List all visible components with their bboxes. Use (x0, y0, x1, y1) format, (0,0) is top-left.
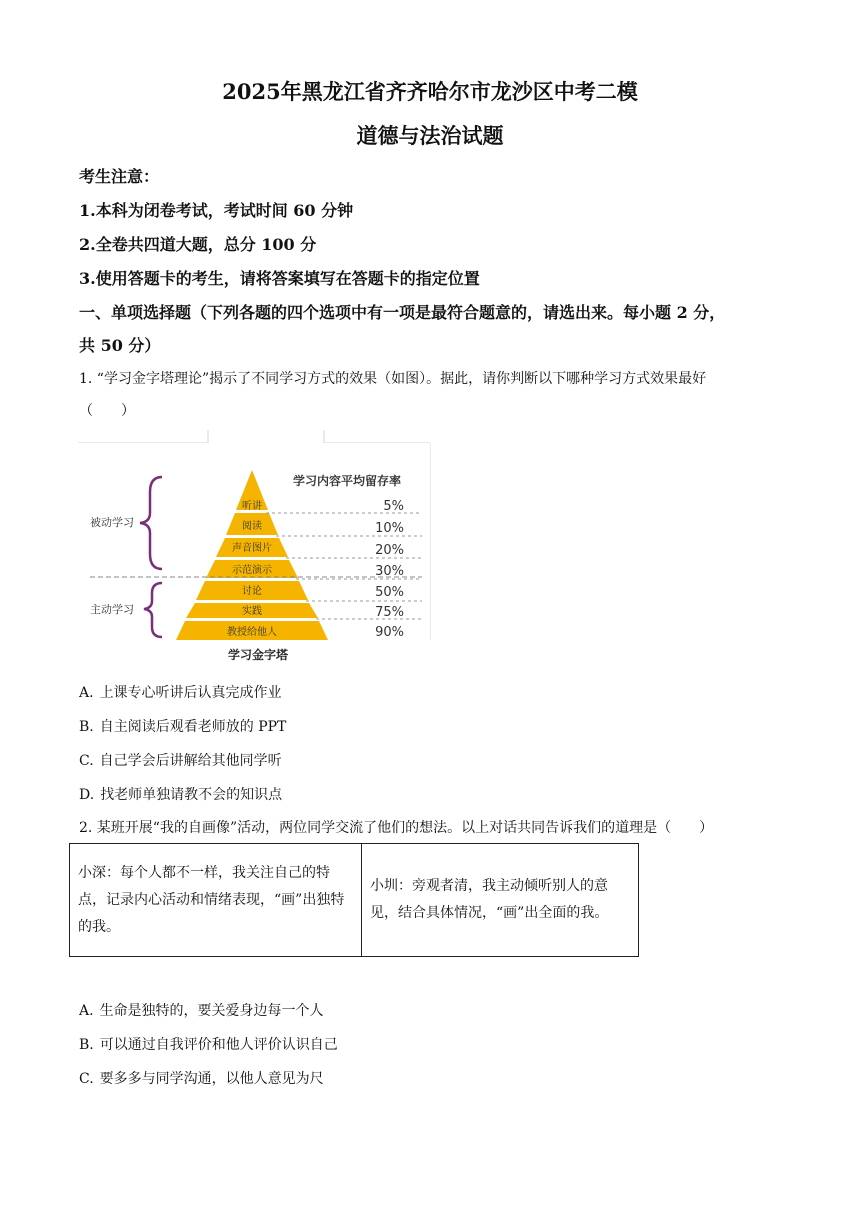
option-text: 自主阅读后观看老师放的 PPT (99, 719, 287, 735)
tier-label: 实践 (242, 606, 262, 617)
section-heading: 一、单项选择题（下列各题的四个选项中有一项是最符合题意的，请选出来。每小题 2 分， (79, 303, 726, 322)
option-label: D. (79, 787, 95, 803)
retention-rate: 5% (383, 499, 404, 514)
retention-header: 学习内容平均留存率 (292, 474, 402, 488)
retention-rate: 90% (375, 625, 404, 640)
option-label: A. (79, 1003, 94, 1019)
option-b[interactable] (79, 716, 286, 736)
tier-label: 示范演示 (232, 565, 272, 576)
tier-label: 听讲 (242, 501, 262, 512)
option-text: 找老师单独请教不会的知识点 (100, 787, 283, 803)
option-b[interactable] (79, 1034, 338, 1054)
retention-rate: 50% (375, 585, 404, 600)
exam-subtitle: 道德与法治试题 (356, 123, 504, 148)
notice-item: 2.全卷共四道大题，总分 100 分 (79, 235, 317, 254)
option-d[interactable] (79, 784, 282, 804)
option-text: 可以通过自我评价和他人评价认识自己 (99, 1037, 338, 1053)
dialogue-table (69, 843, 639, 957)
tier-label: 阅读 (242, 521, 262, 532)
learning-pyramid-figure (78, 430, 440, 666)
retention-rate: 75% (375, 605, 404, 620)
notice-item: 3.使用答题卡的考生，请将答案填写在答题卡的指定位置 (79, 269, 480, 288)
option-text: 要多多与同学沟通，以他人意见为尺 (99, 1071, 324, 1087)
option-a[interactable] (79, 1000, 324, 1020)
question-1-blank: （ ） (79, 403, 135, 419)
passive-learning-label: 被动学习 (90, 516, 134, 529)
retention-rate: 20% (375, 543, 404, 558)
option-text: 自己学会后讲解给其他同学听 (99, 753, 282, 769)
option-text: 上课专心听讲后认真完成作业 (99, 685, 282, 701)
option-label: C. (79, 753, 94, 769)
retention-rate: 30% (375, 564, 404, 579)
option-label: B. (79, 719, 94, 735)
question-2-stem: 2. 某班开展“我的自画像”活动，两位同学交流了他们的想法。以上对话共同告诉我们的道理是（ ） (79, 820, 714, 836)
tier-label: 讨论 (242, 586, 262, 597)
exam-title: 2025年黑龙江省齐齐哈尔市龙沙区中考二模 (222, 79, 638, 104)
option-label: B. (79, 1037, 94, 1053)
option-c[interactable] (79, 1068, 324, 1088)
section-heading-cont: 共 50 分） (79, 336, 161, 355)
option-label: A. (79, 685, 94, 701)
dialogue-right-cell: 小圳：旁观者清，我主动倾听别人的意见，结合具体情况，“画”出全面的我。 (362, 844, 639, 957)
option-a[interactable] (79, 682, 282, 702)
notice-heading: 考生注意： (79, 167, 160, 186)
option-c[interactable] (79, 750, 282, 770)
active-learning-label: 主动学习 (90, 603, 134, 616)
option-text: 生命是独特的，要关爱身边每一个人 (99, 1003, 324, 1019)
notice-item: 1.本科为闭卷考试，考试时间 60 分钟 (79, 201, 354, 220)
figure-caption: 学习金字塔 (227, 648, 289, 662)
question-1-stem: 1. “学习金字塔理论”揭示了不同学习方式的效果（如图）。据此，请你判断以下哪种学习方式效果最好 (79, 371, 707, 387)
dialogue-left-cell: 小深：每个人都不一样，我关注自己的特点，记录内心活动和情绪表现，“画”出独特的我。 (70, 844, 362, 957)
option-label: C. (79, 1071, 94, 1087)
retention-rate: 10% (375, 521, 404, 536)
tier-label: 教授给他人 (227, 627, 277, 638)
tier-label: 声音图片 (232, 543, 272, 554)
